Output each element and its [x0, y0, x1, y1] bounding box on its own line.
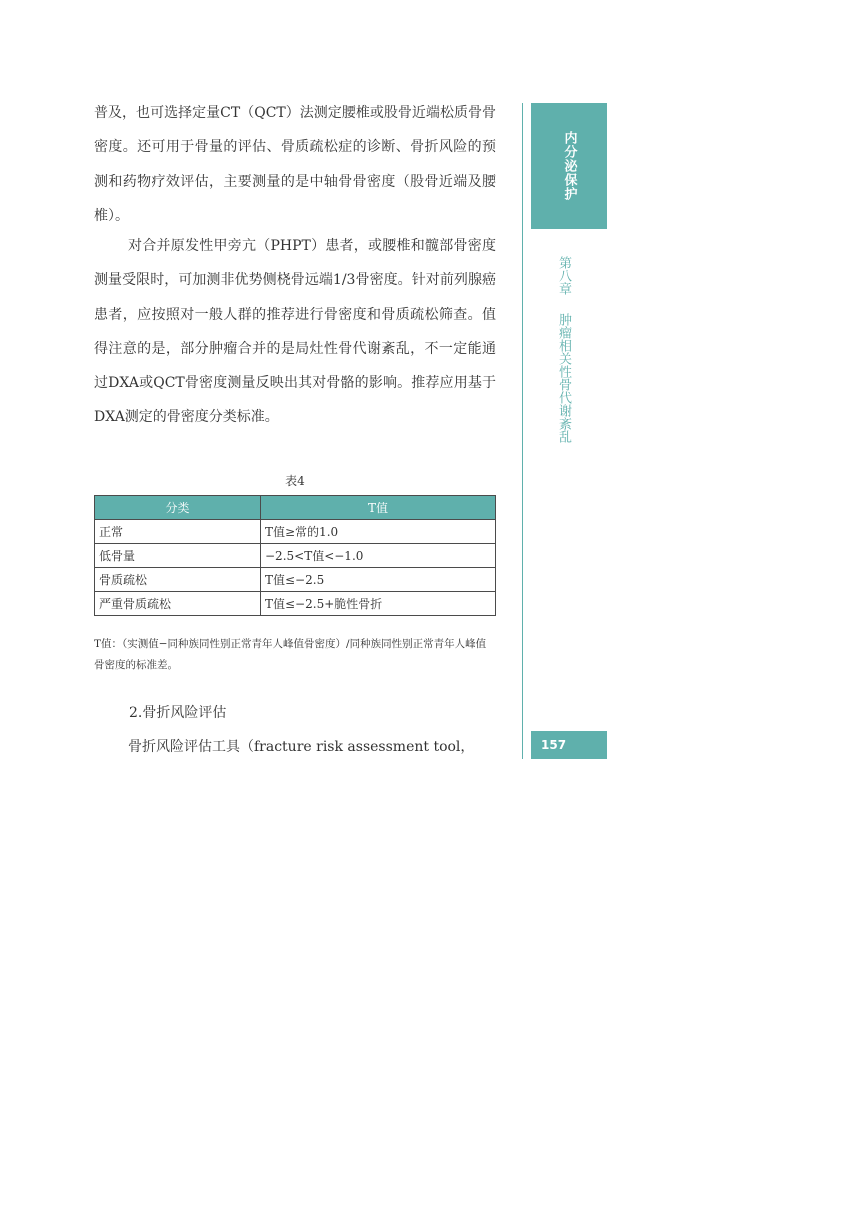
table-row	[95, 592, 496, 616]
table-cell-category: 低骨量	[95, 544, 261, 568]
bone-density-table	[94, 495, 496, 616]
section-heading: 2.骨折风险评估	[129, 705, 227, 721]
paragraph-1: 普及，也可选择定量CT（QCT）法测定腰椎或股骨近端松质骨骨密度。还可用于骨量的评估、骨质疏松症的诊断、骨折风险的预测和药物疗效评估，主要测量的是中轴骨骨密度（股骨近端及腰椎）。	[94, 105, 496, 224]
section-tab-label: 内分泌保护	[561, 131, 577, 201]
page-number: 157	[531, 731, 607, 759]
table-cell-category: 严重骨质疏松	[95, 592, 261, 616]
table-cell-tvalue: T值≥常的1.0	[261, 520, 496, 544]
table-row	[95, 544, 496, 568]
table-row	[95, 568, 496, 592]
table-cell-tvalue: −2.5<T值<−1.0	[261, 544, 496, 568]
table-cell-tvalue: T值≤−2.5+脆性骨折	[261, 592, 496, 616]
paragraph-3: 骨折风险评估工具（fracture risk assessment tool，	[128, 739, 475, 755]
chapter-running-head	[554, 256, 572, 443]
table-caption: 表4	[285, 474, 305, 488]
table-cell-tvalue: T值≤−2.5	[261, 568, 496, 592]
table-header-row	[95, 496, 496, 520]
table-note: T值：（实测值−同种族同性别正常青年人峰值骨密度）/同种族同性别正常青年人峰值骨密度的标准差。	[94, 638, 487, 671]
section-tab	[531, 103, 607, 229]
chapter-title: 肿瘤相关性骨代谢紊乱	[556, 313, 571, 443]
margin-divider	[522, 103, 523, 759]
paragraph-2: 对合并原发性甲旁亢（PHPT）患者，或腰椎和髋部骨密度测量受限时，可加测非优势侧桡骨远端1/3骨密度。针对前列腺癌患者，应按照对一般人群的推荐进行骨密度和骨质疏松筛查。值得注意的是，部分肿瘤合并的是局灶性骨代谢紊乱，不一定能通过DXA或QCT骨密度测量反映出其对骨骼的影响。推荐应用基于DXA测定的骨密度分类标准。	[94, 238, 496, 426]
table-header-tvalue: T值	[261, 496, 496, 520]
table-cell-category: 正常	[95, 520, 261, 544]
chapter-number: 第八章	[556, 256, 571, 295]
table-header-category: 分类	[95, 496, 261, 520]
table-cell-category: 骨质疏松	[95, 568, 261, 592]
table-row	[95, 520, 496, 544]
